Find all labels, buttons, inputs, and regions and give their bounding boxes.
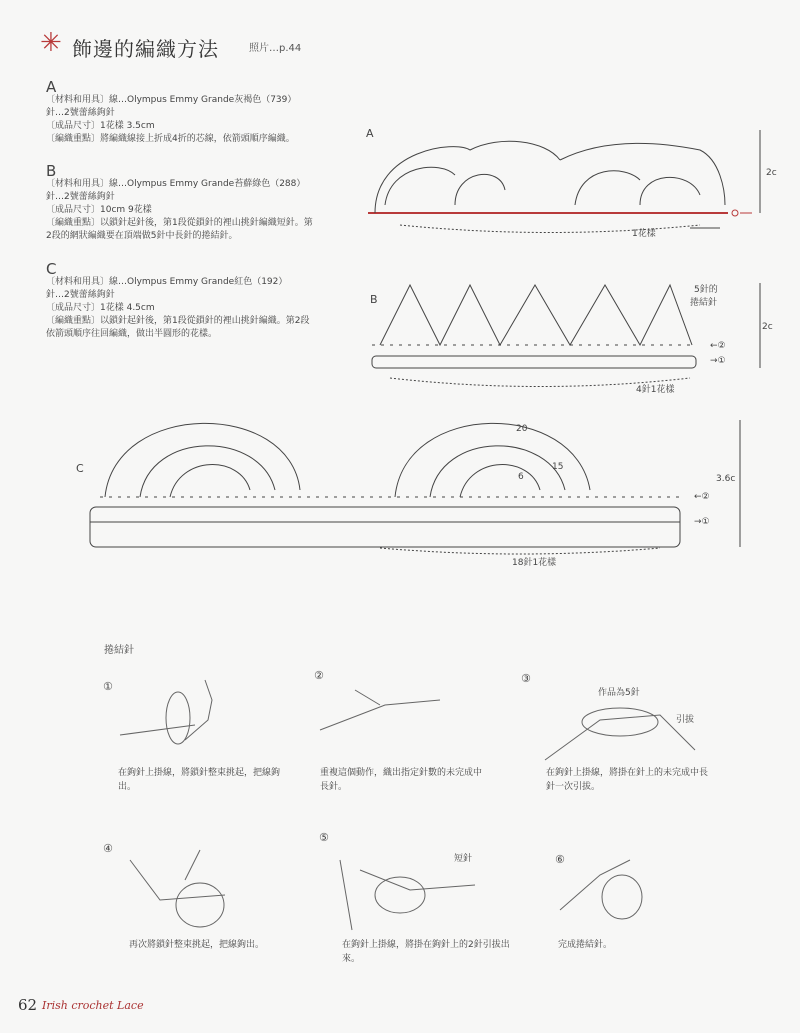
diagram-b-note: 捲結針: [690, 298, 718, 308]
title-asterisk-icon: ✳: [40, 28, 62, 58]
step-5-caption: 在鉤針上掛線，將掛在鉤針上的2針引拔出來。: [342, 940, 510, 964]
diagram-c-count: 15: [552, 462, 564, 472]
step-1-caption: 在鉤針上掛線，將鎖針整束挑起，把線鉤出。: [118, 768, 281, 792]
spec-line: 針…2號蕾絲鉤針: [46, 108, 115, 118]
tutorial-title: 捲結針: [104, 645, 134, 656]
diagram-b-letter: B: [370, 293, 378, 306]
diagram-c-row1: →①: [694, 517, 710, 527]
spec-line: 2段的網狀編織要在頂端做5針中長針的捲結針。: [46, 231, 238, 241]
step-6-number: ⑥: [555, 853, 565, 866]
diagram-a-repeat: 1花樣: [632, 229, 656, 239]
diagram-b-row1: →①: [710, 356, 726, 366]
step-5-number: ⑤: [319, 831, 329, 844]
spec-line: 〔編織重點〕以鎖針起針後，第1段從鎖針的裡山挑針編織。第2段: [46, 316, 310, 326]
step-3-caption: 在鉤針上掛線，將掛在針上的未完成中長針一次引拔。: [546, 768, 709, 792]
diagram-b-note: 5針的: [694, 285, 718, 295]
step-2-caption: 重複這個動作，織出指定針數的未完成中長針。: [320, 768, 483, 792]
page-number: 62: [18, 996, 38, 1014]
tutorial-sketches: [120, 680, 695, 930]
diagram-a-letter: A: [366, 127, 374, 140]
spec-line: 〔成品尺寸〕10cm 9花樣: [46, 205, 152, 215]
diagram-c-count: 6: [518, 472, 524, 482]
step-3-label: 引拔: [676, 715, 695, 725]
spec-line: 針…2號蕾絲鉤針: [46, 290, 115, 300]
section-b-letter: B: [46, 162, 57, 180]
step-1-number: ①: [103, 680, 113, 693]
spec-line: 〔成品尺寸〕1花樣 4.5cm: [46, 303, 155, 313]
spec-line: 〔編織重點〕以鎖針起針後，第1段從鎖針的裡山挑針編織短針。第: [46, 218, 313, 228]
diagram-c-count: 20: [516, 424, 528, 434]
diagram-a-height: 2c: [766, 168, 777, 178]
page-title: 飾邊的編織方法: [72, 37, 219, 61]
spec-line: 〔成品尺寸〕1花樣 3.5cm: [46, 121, 155, 131]
section-c-letter: C: [46, 260, 57, 278]
spec-line: 〔編織重點〕將編織線接上折成4折的芯線，依箭頭順序編織。: [46, 134, 295, 144]
spec-line: 〔材料和用具〕線…Olympus Emmy Grande紅色（192）: [46, 277, 288, 287]
step-4-number: ④: [103, 842, 113, 855]
diagram-c-repeat: 18針1花樣: [512, 558, 557, 568]
photo-reference: 照片…p.44: [249, 43, 302, 54]
step-3-label: 作品為5針: [598, 688, 640, 698]
step-6-caption: 完成捲結針。: [558, 940, 613, 950]
diagram-c-letter: C: [76, 462, 84, 475]
spec-line: 〔材料和用具〕線…Olympus Emmy Grande灰褐色（739）: [46, 95, 297, 105]
spec-line: 依箭頭順序往回編織，做出半圓形的花樣。: [46, 329, 218, 339]
section-a-letter: A: [46, 78, 57, 96]
running-head: Irish crochet Lace: [42, 999, 144, 1012]
spec-line: 〔材料和用具〕線…Olympus Emmy Grande苔蘚綠色（288）: [46, 179, 306, 189]
step-4-caption: 再次將鎖針整束挑起，把線鉤出。: [129, 940, 265, 950]
spec-line: 針…2號蕾絲鉤針: [46, 192, 115, 202]
diagram-b-row2: ←②: [710, 341, 726, 351]
diagram-c-row2: ←②: [694, 492, 710, 502]
diagram-c-height: 3.6c: [716, 474, 736, 484]
step-3-number: ③: [521, 672, 531, 685]
step-2-number: ②: [314, 669, 324, 682]
diagram-b-height: 2c: [762, 322, 773, 332]
diagram-a-chart: [368, 130, 760, 233]
step-5-label: 短針: [454, 854, 473, 864]
diagram-c-chart: [90, 420, 740, 554]
diagram-b-repeat: 4針1花樣: [636, 385, 675, 395]
